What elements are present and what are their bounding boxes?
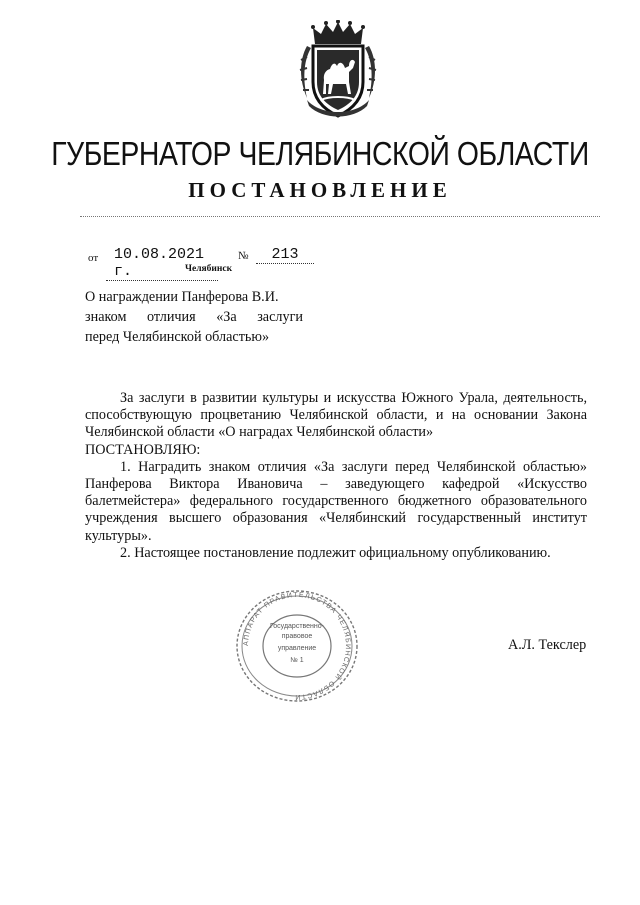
header-divider [80, 216, 600, 217]
issuer-title: ГУБЕРНАТОР ЧЕЛЯБИНСКОЙ ОБЛАСТИ [51, 135, 589, 172]
resolve-heading: ПОСТАНОВЛЯЮ: [85, 441, 201, 458]
signatory-name: А.Л. Текслер [508, 637, 587, 653]
document-type: ПОСТАНОВЛЕНИЕ [188, 178, 452, 202]
date-prefix: от [88, 252, 99, 264]
seal-center-line-2: правовое [281, 633, 313, 640]
issue-city: Челябинск [185, 264, 233, 274]
resolution-item-2: 2. Настоящее постановление подлежит официальному опубликованию. [120, 544, 551, 561]
seal-center-line-1: Государственно- [269, 623, 325, 630]
title-line-2: знаком отличия «За заслуги [85, 309, 303, 325]
number-sign: № [238, 250, 249, 262]
title-line-3: перед Челябинской областью» [85, 329, 270, 345]
official-seal-icon [234, 588, 360, 704]
document-number: 213 [256, 246, 314, 264]
document-title [85, 287, 303, 347]
seal-ring-text: АППАРАТ ПРАВИТЕЛЬСТВА ЧЕЛЯБИНСКОЙ ОБЛАСТИ [242, 591, 352, 701]
resolution-item-1: 1. Наградить знаком отличия «За заслуги перед Челябинской областью» Панферова Виктора Ивановича – заведующего кафедрой «Искусство балетмейстера» федерального государственного бюджетного образовательного учреждения высшего образования «Челябинский государственный институт культуры». [85, 458, 587, 544]
seal-center-line-3: управление [277, 645, 317, 652]
preamble-paragraph: За заслуги в развитии культуры и искусства Южного Урала, деятельность, способствующую процветанию Челябинской области, и на основании Закона Челябинской области «О наградах Челябинской области» [85, 390, 587, 441]
document-body [85, 390, 587, 562]
seal-center-line-4: № 1 [290, 657, 304, 664]
title-line-1: О награждении Панферова В.И. [85, 289, 279, 305]
coat-of-arms-icon [293, 20, 383, 120]
document-date: 10.08.2021 г. [106, 246, 218, 281]
